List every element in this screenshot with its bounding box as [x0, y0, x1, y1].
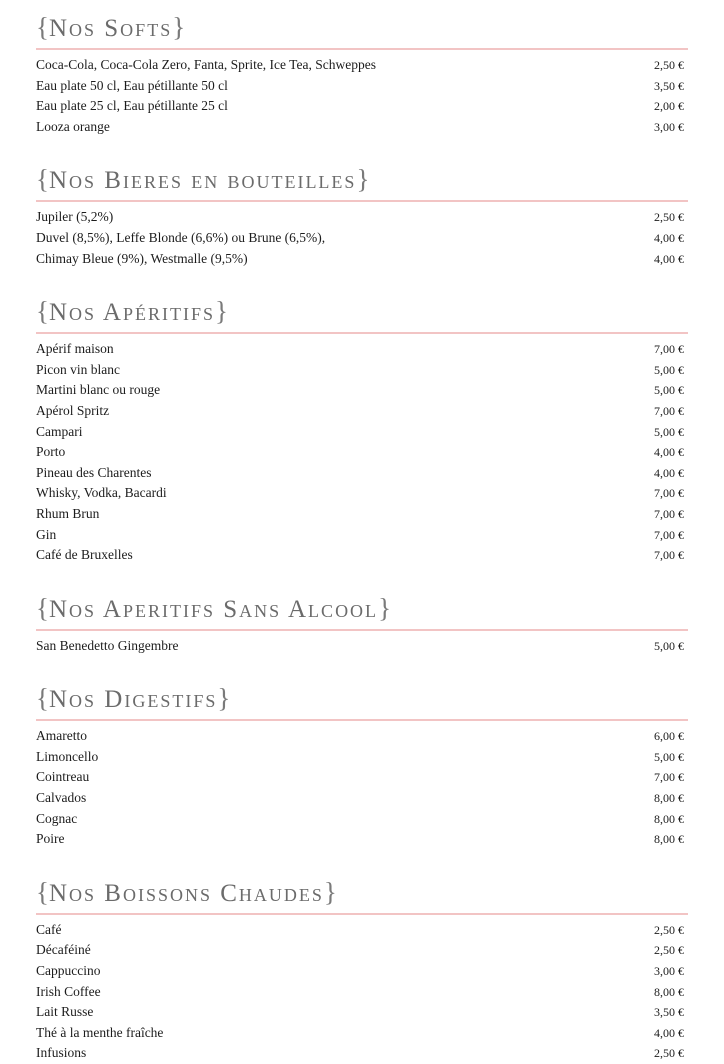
- menu-item: [36, 982, 688, 1003]
- item-price: 7,00 €: [654, 527, 684, 542]
- menu-item: [36, 545, 688, 566]
- item-name: Apérol Spritz: [36, 402, 110, 418]
- brace-open: {: [36, 164, 49, 195]
- section-divider: [36, 332, 688, 334]
- menu-item: [36, 829, 688, 850]
- item-price: 6,00 €: [654, 729, 684, 744]
- item-name: Martini blanc ou rouge: [36, 382, 161, 398]
- menu-item: [36, 726, 688, 747]
- menu-item: [36, 117, 688, 138]
- item-name: Poire: [36, 831, 65, 847]
- section-title-text: Nos Boissons Chaudes: [48, 879, 324, 907]
- item-name: Amaretto: [36, 728, 87, 744]
- item-price: 3,50 €: [654, 78, 684, 93]
- menu-item: [36, 504, 688, 525]
- item-name: Picon vin blanc: [36, 361, 120, 377]
- item-price: 7,00 €: [654, 548, 684, 563]
- item-name: Eau plate 25 cl, Eau pétillante 25 cl: [36, 98, 228, 114]
- item-name: Apérif maison: [36, 341, 114, 357]
- item-name: Jupiler (5,2%): [36, 209, 114, 225]
- brace-close: }: [356, 164, 370, 195]
- brace-open: {: [36, 296, 49, 327]
- item-name: Duvel (8,5%), Leffe Blonde (6,6%) ou Brune (6,5%),: [36, 229, 326, 245]
- section-softs: [36, 12, 688, 137]
- item-price: 4,00 €: [654, 465, 684, 480]
- menu-item: [36, 228, 688, 249]
- menu-item: [36, 1002, 688, 1023]
- item-name: Coca-Cola, Coca-Cola Zero, Fanta, Sprite, Ice Tea, Schweppes: [36, 57, 376, 72]
- section-title: [36, 877, 688, 907]
- item-price: 3,00 €: [654, 964, 684, 979]
- section-title: [36, 296, 688, 326]
- item-name: Cognac: [36, 810, 78, 826]
- menu-item: [36, 463, 688, 484]
- item-price: 7,00 €: [654, 403, 684, 418]
- menu-item: [36, 249, 688, 270]
- item-name: Cointreau: [36, 769, 90, 785]
- menu-item: [36, 401, 688, 422]
- menu-item: [36, 1043, 688, 1064]
- menu-item: [36, 55, 688, 76]
- section-divider: [36, 48, 688, 50]
- item-price: 4,00 €: [654, 445, 684, 460]
- item-name: Pineau des Charentes: [36, 464, 152, 480]
- menu-item: [36, 96, 688, 117]
- brace-close: }: [172, 12, 186, 42]
- menu-item: [36, 920, 688, 941]
- item-price: 3,50 €: [654, 1005, 684, 1020]
- menu-item: [36, 339, 688, 360]
- item-price: 7,00 €: [654, 486, 684, 501]
- item-price: 7,00 €: [654, 770, 684, 785]
- section-title: [36, 593, 688, 623]
- item-name: Décaféiné: [36, 942, 91, 958]
- menu-item: [36, 636, 688, 657]
- menu-item: [36, 483, 688, 504]
- item-price: 8,00 €: [654, 832, 684, 847]
- menu-item: [36, 525, 688, 546]
- menu-item: [36, 360, 688, 381]
- item-price: 2,50 €: [654, 943, 684, 958]
- item-name: Irish Coffee: [36, 983, 101, 999]
- brace-open: {: [36, 683, 49, 714]
- item-price: 5,00 €: [654, 424, 684, 439]
- item-price: 3,00 €: [654, 119, 684, 134]
- section-title-text: Nos Digestifs: [48, 686, 218, 714]
- item-name: Infusions: [36, 1045, 87, 1061]
- item-name: Porto: [36, 444, 66, 460]
- item-price: 4,00 €: [654, 230, 684, 245]
- menu-item: [36, 788, 688, 809]
- item-name: Café de Bruxelles: [36, 547, 133, 563]
- item-price: 7,00 €: [654, 506, 684, 521]
- item-price: 5,00 €: [654, 362, 684, 377]
- brace-open: {: [36, 592, 49, 623]
- item-price: 8,00 €: [654, 811, 684, 826]
- item-price: 5,00 €: [654, 749, 684, 764]
- item-name: Whisky, Vodka, Bacardi: [36, 485, 167, 501]
- section-divider: [36, 200, 688, 202]
- section-title-text: Nos Softs: [48, 15, 173, 42]
- menu-item: [36, 442, 688, 463]
- item-price: 2,50 €: [654, 58, 684, 72]
- menu-item: [36, 76, 688, 97]
- brace-close: }: [323, 876, 337, 907]
- brace-open: {: [36, 876, 49, 907]
- brace-close: }: [214, 296, 228, 327]
- item-name: Chimay Bleue (9%), Westmalle (9,5%): [36, 250, 248, 266]
- item-name: Rhum Brun: [36, 505, 100, 521]
- item-name: Campari: [36, 423, 83, 439]
- menu-item: [36, 1023, 688, 1044]
- menu-item: [36, 422, 688, 443]
- item-price: 8,00 €: [654, 984, 684, 999]
- item-price: 2,00 €: [654, 99, 684, 114]
- drinks-menu: [36, 0, 688, 1061]
- section-boissons-chaudes: [36, 877, 688, 1064]
- item-price: 7,00 €: [654, 342, 684, 357]
- item-name: Cappuccino: [36, 963, 101, 979]
- section-aperitifs-sans-alcool: [36, 593, 688, 657]
- item-name: Thé à la menthe fraîche: [36, 1024, 164, 1040]
- section-divider: [36, 913, 688, 915]
- menu-item: [36, 747, 688, 768]
- section-title-text: Nos Aperitifs Sans Alcool: [48, 595, 379, 623]
- section-title-text: Nos Bieres en bouteilles: [48, 167, 357, 195]
- menu-item: [36, 809, 688, 830]
- item-name: Looza orange: [36, 118, 110, 134]
- item-price: 2,50 €: [654, 210, 684, 225]
- menu-item: [36, 207, 688, 228]
- section-title-text: Nos Apéritifs: [48, 299, 215, 327]
- section-divider: [36, 629, 688, 631]
- item-name: Calvados: [36, 790, 87, 806]
- menu-item: [36, 380, 688, 401]
- item-price: 2,50 €: [654, 1046, 684, 1061]
- brace-close: }: [378, 592, 392, 623]
- menu-item: [36, 767, 688, 788]
- section-title: [36, 164, 688, 194]
- section-digestifs: [36, 683, 688, 850]
- section-title: [36, 12, 688, 42]
- brace-open: {: [36, 12, 49, 42]
- brace-close: }: [217, 683, 231, 714]
- item-price: 5,00 €: [654, 638, 684, 653]
- item-name: Café: [36, 921, 62, 937]
- item-price: 4,00 €: [654, 1025, 684, 1040]
- section-bieres: [36, 164, 688, 269]
- item-name: Limoncello: [36, 748, 99, 764]
- item-name: San Benedetto Gingembre: [36, 637, 179, 653]
- item-price: 4,00 €: [654, 251, 684, 266]
- item-name: Lait Russe: [36, 1004, 94, 1020]
- item-name: Gin: [36, 526, 57, 542]
- menu-item: [36, 961, 688, 982]
- item-name: Eau plate 50 cl, Eau pétillante 50 cl: [36, 77, 228, 93]
- section-aperitifs: [36, 296, 688, 566]
- section-title: [36, 683, 688, 713]
- item-price: 5,00 €: [654, 383, 684, 398]
- item-price: 2,50 €: [654, 922, 684, 937]
- item-price: 8,00 €: [654, 791, 684, 806]
- section-divider: [36, 719, 688, 721]
- menu-item: [36, 940, 688, 961]
